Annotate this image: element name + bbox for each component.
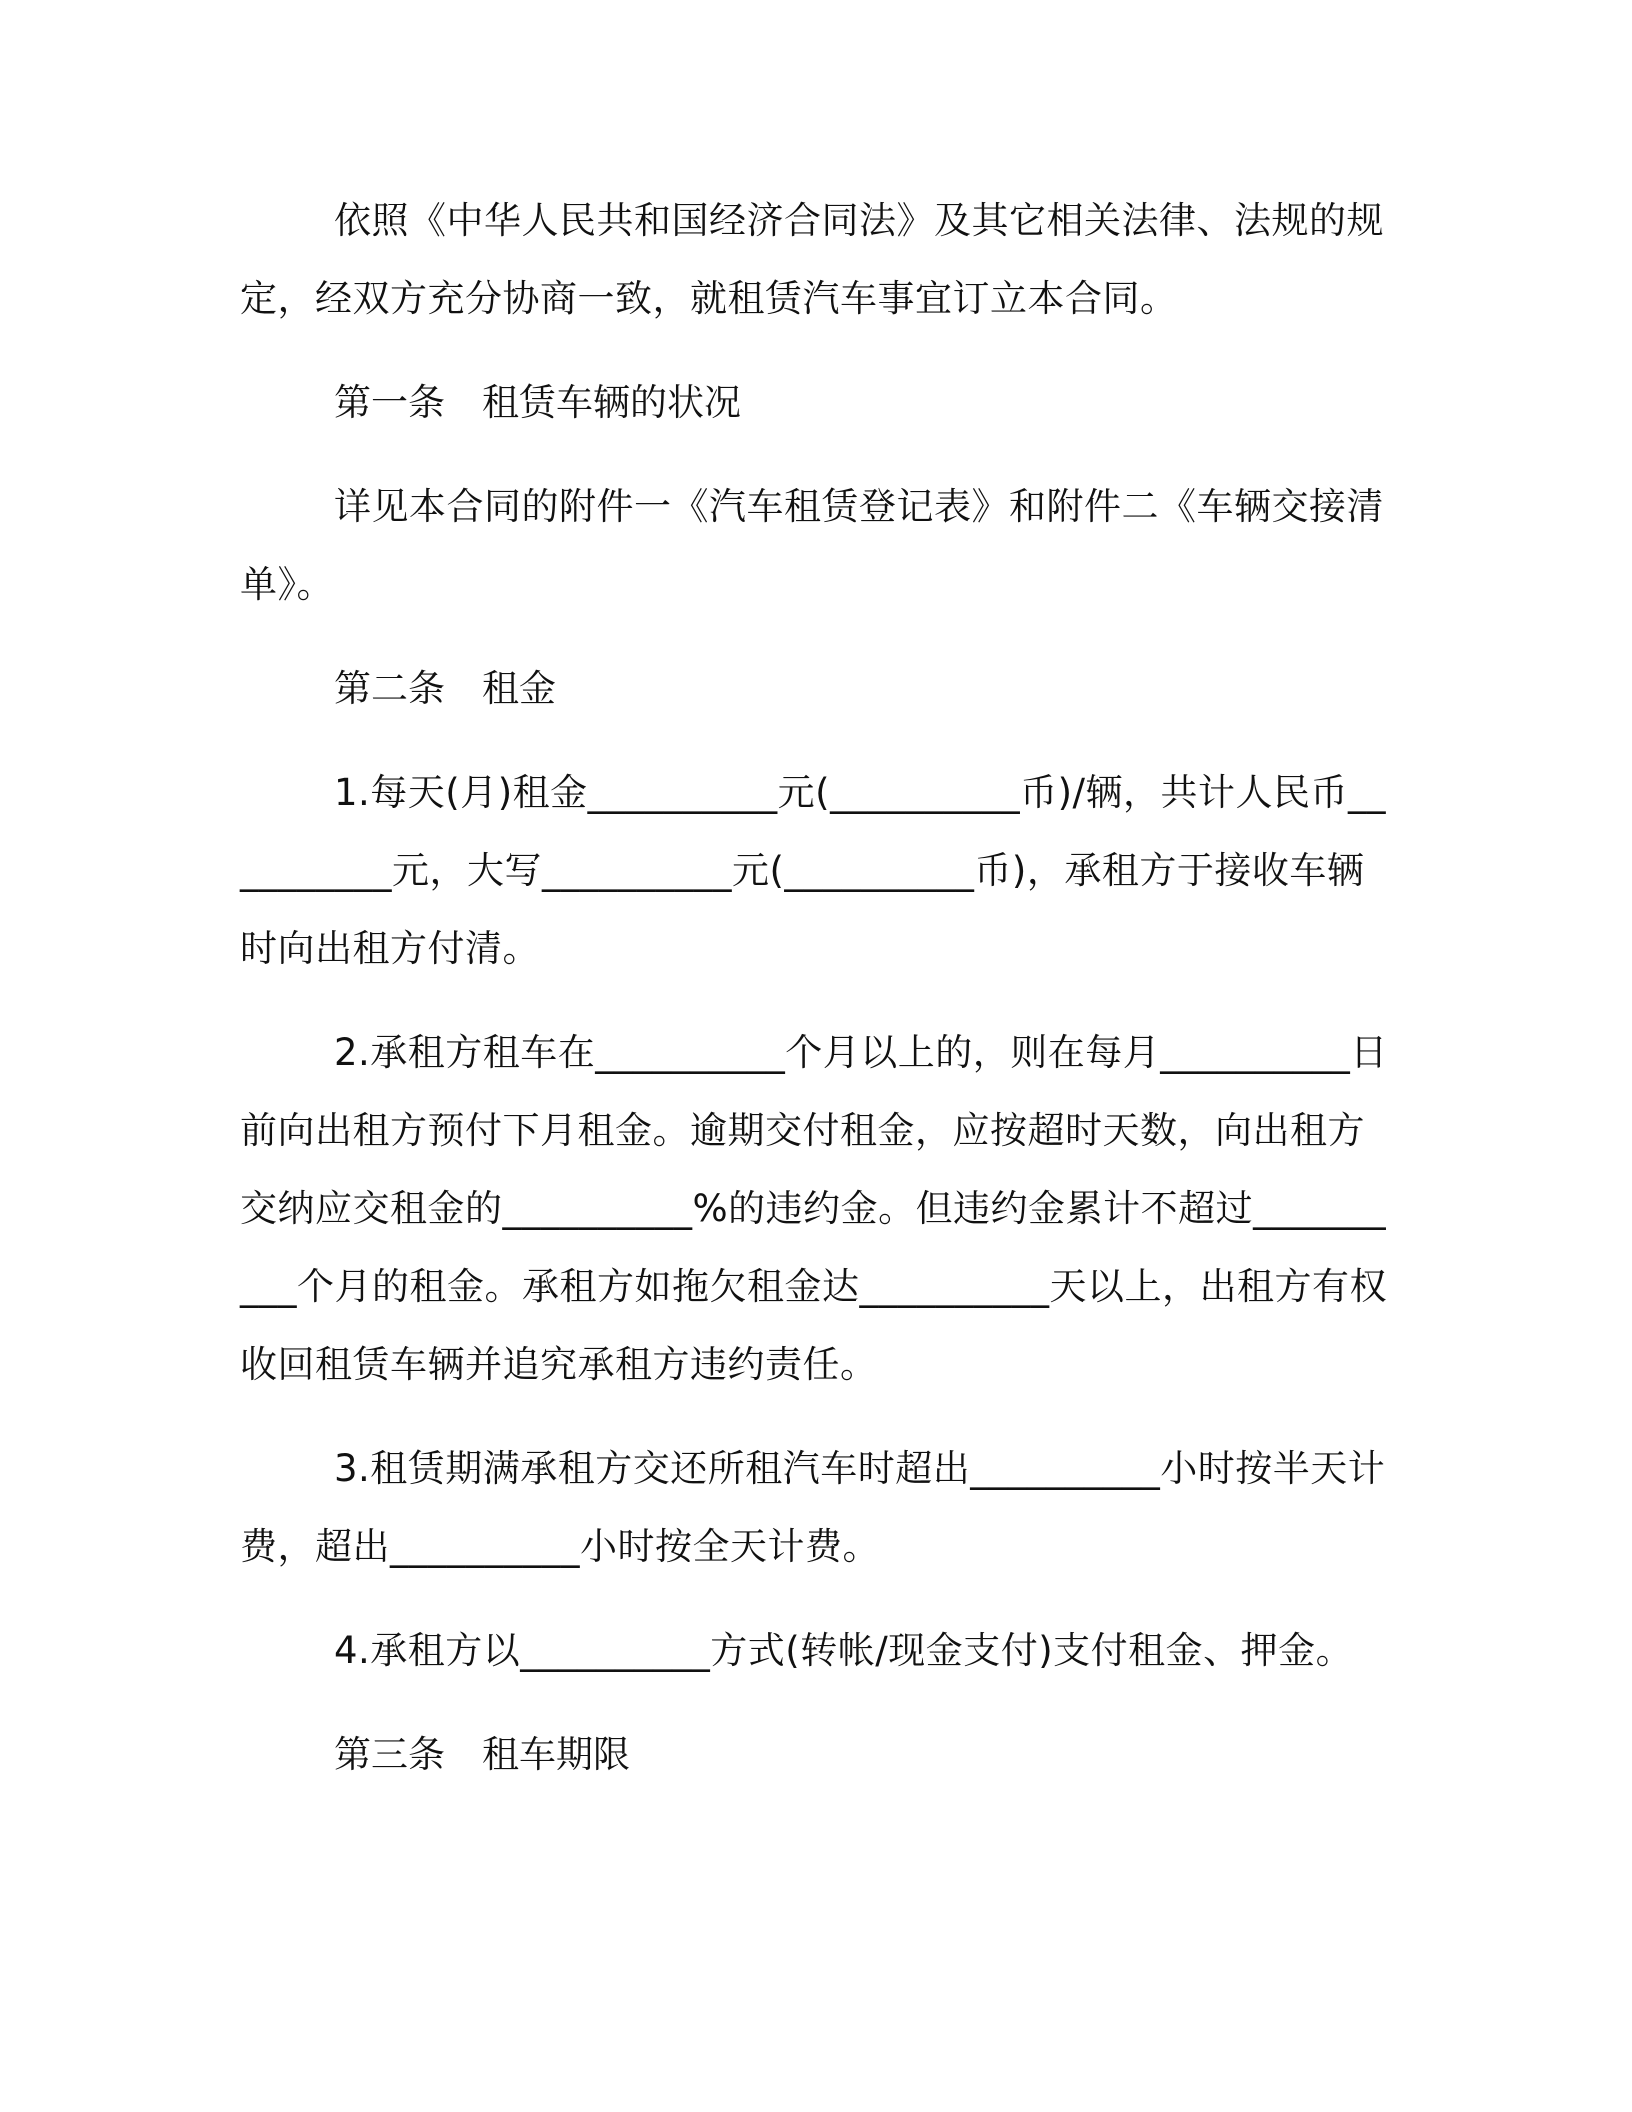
article-2-item-2: 2.承租方租车在__________个月以上的，则在每月__________日前向出租方预付下月租金。逾期交付租金，应按超时天数，向出租方交纳应交租金的__________%的违约金。但违约金累计不超过__________个月的租金。承租方如拖欠租金达__________天以上，出租方有权收回租赁车辆并追究承租方违约责任。 xyxy=(240,1031,1388,1386)
document-body xyxy=(240,182,1390,1794)
article-2-item-3: 3.租赁期满承租方交还所租汽车时超出__________小时按半天计费，超出__________小时按全天计费。 xyxy=(240,1447,1386,1568)
intro-paragraph: 依照《中华人民共和国经济合同法》及其它相关法律、法规的规定，经双方充分协商一致，就租赁汽车事宜订立本合同。 xyxy=(240,199,1384,320)
article-2-heading: 第二条 租金 xyxy=(334,667,556,710)
article-1-body: 详见本合同的附件一《汽车租赁登记表》和附件二《车辆交接清单》。 xyxy=(240,485,1384,606)
article-2-item-1: 1.每天(月)租金__________元(__________币)/辆，共计人民币__________元，大写__________元(__________币)，承租方于接收车辆时向出租方付清。 xyxy=(240,771,1387,970)
article-1-heading: 第一条 租赁车辆的状况 xyxy=(334,381,741,424)
article-3-heading: 第三条 租车期限 xyxy=(334,1733,630,1776)
article-2-item-4: 4.承租方以__________方式(转帐/现金支付)支付租金、押金。 xyxy=(334,1629,1354,1672)
